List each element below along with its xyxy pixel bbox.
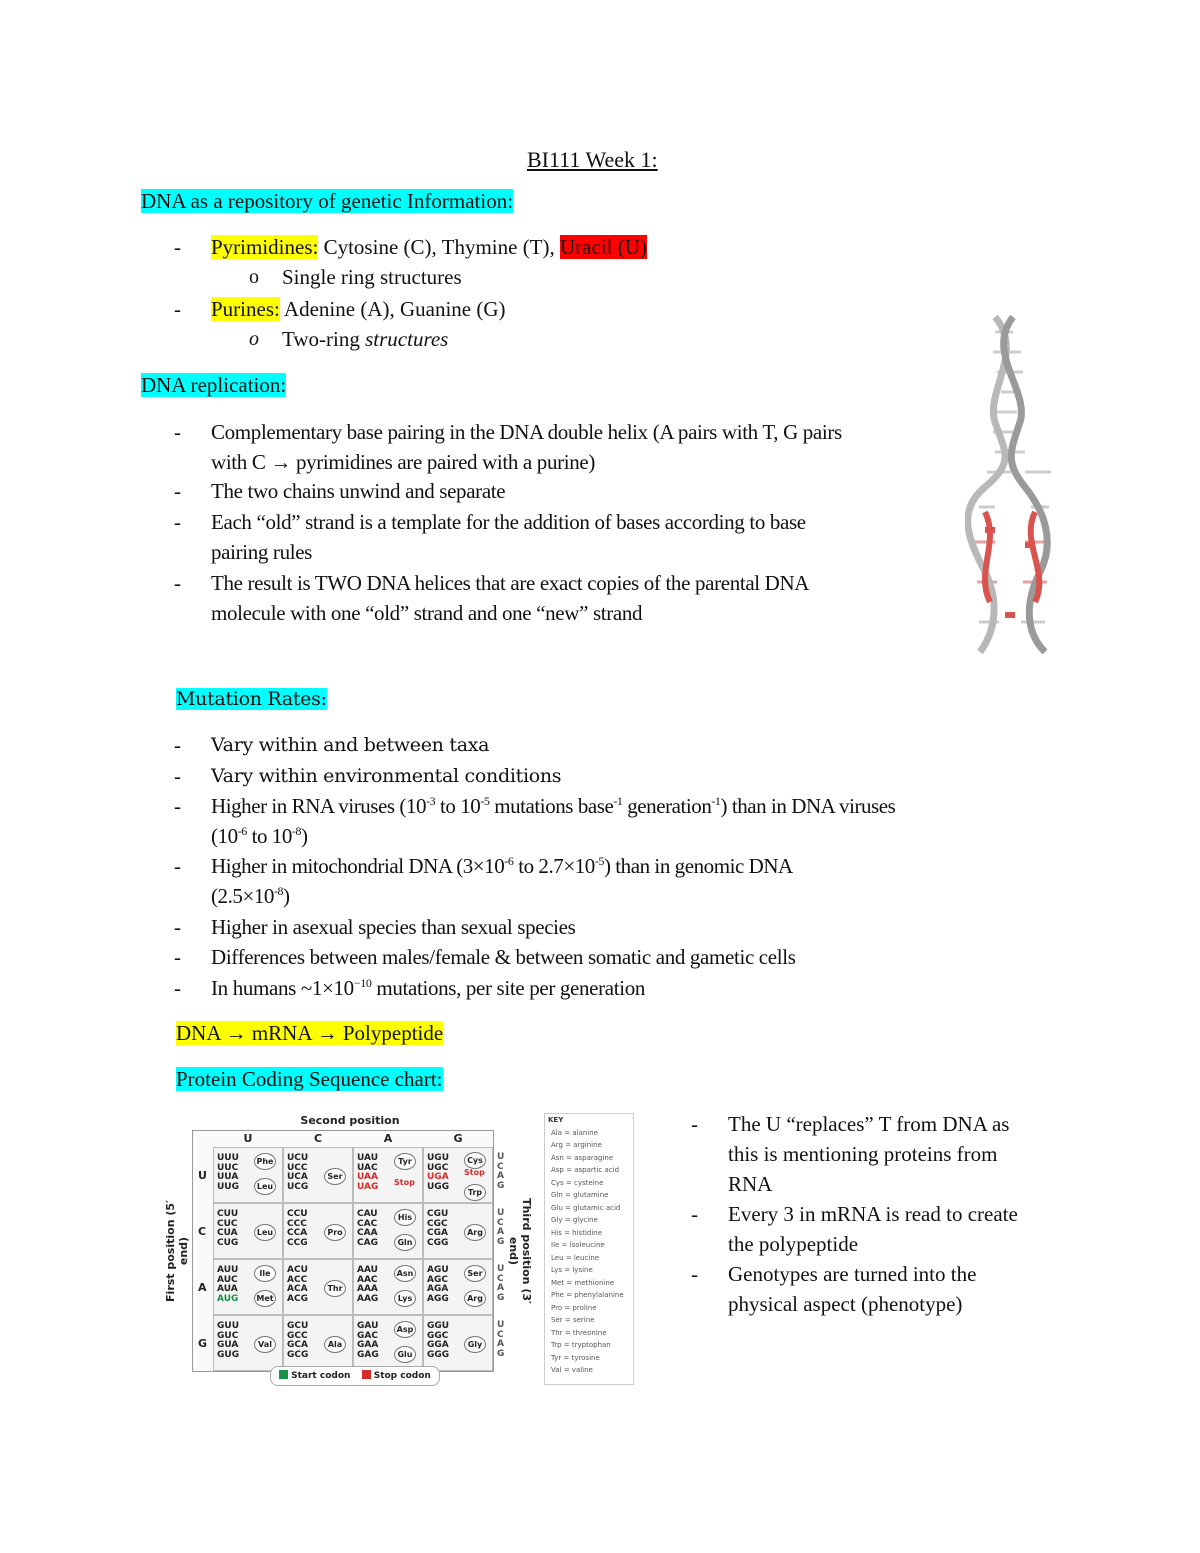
dna-replication-helix-illustration (965, 312, 1060, 654)
codon-cell (353, 1259, 423, 1315)
codon: AAU (357, 1265, 378, 1275)
codon: CGG (427, 1237, 449, 1248)
page-title: BI111 Week 1: (527, 147, 658, 172)
codon-cell (283, 1147, 353, 1203)
codon: AGU (427, 1265, 449, 1275)
codon-list (427, 1266, 449, 1304)
key-entry: Leu = leucine (551, 1253, 600, 1262)
codon: AGC (427, 1274, 448, 1285)
codon: GAU (357, 1321, 379, 1331)
codon: GGC (427, 1330, 449, 1341)
codon-list (427, 1322, 449, 1360)
codon: GCU (287, 1321, 309, 1331)
codon: UGC (427, 1162, 449, 1173)
codon: GCA (287, 1340, 308, 1350)
codon-list (287, 1154, 308, 1192)
codon: AUC (217, 1274, 238, 1285)
codon: UGA (427, 1172, 449, 1182)
codon: ACC (287, 1274, 308, 1285)
codon: AUA (217, 1284, 238, 1294)
first-position-label: First position (5′ end) (164, 1200, 190, 1302)
codon: GUC (217, 1330, 239, 1341)
first-base-label: U (198, 1169, 207, 1182)
second-base-header: G (453, 1132, 463, 1145)
amino-acid-badge: Thr (324, 1280, 346, 1297)
codon-list (287, 1266, 308, 1304)
codon: UCA (287, 1172, 308, 1182)
replication-bullet-3: Each “old” strand is a template for the addition of bases according to base pairing rules (211, 510, 806, 564)
third-base-labels: U C A G (497, 1208, 505, 1247)
mutation-bullet-2: Vary within environmental conditions (211, 765, 562, 787)
amino-acid-badge: Gly (464, 1336, 486, 1353)
key-entry: Glu = glutamic acid (551, 1203, 621, 1212)
codon: GUG (217, 1349, 240, 1360)
key-entry: Gln = glutamine (551, 1191, 609, 1199)
key-entry: Val = valine (551, 1366, 593, 1374)
codon-cell (423, 1203, 493, 1259)
chart-note-2: Every 3 in mRNA is read to create the polypeptide (728, 1202, 1018, 1256)
codon: CGU (427, 1209, 449, 1219)
section-heading-coding-chart: Protein Coding Sequence chart: (176, 1067, 443, 1091)
pyrimidines-line: Pyrimidines: Cytosine (C), Thymine (T), Uracil (U) (211, 235, 647, 259)
amino-acid-badge: Gln (394, 1234, 416, 1251)
section-heading-mutation-rates: Mutation Rates: (176, 688, 327, 710)
codon: GGA (427, 1340, 449, 1350)
bullet-dash: - (174, 915, 181, 939)
first-base-label: G (198, 1337, 208, 1350)
amino-acid-badge: Phe (254, 1153, 276, 1170)
replication-bullet-2: The two chains unwind and separate (211, 479, 506, 503)
codon: UCG (287, 1181, 309, 1192)
codon: UAG (357, 1181, 379, 1192)
key-entry: Phe = phenylalanine (551, 1291, 624, 1299)
codon: CAC (357, 1218, 378, 1229)
codon: CCC (287, 1218, 307, 1229)
codon: GAA (357, 1340, 379, 1350)
codon: GGU (427, 1321, 450, 1331)
codon: AUG (217, 1293, 239, 1304)
bullet-dash: - (174, 297, 181, 321)
amino-acid-badge: Ser (464, 1265, 486, 1282)
key-entry: Arg = arginine (551, 1141, 602, 1149)
codon-cell (213, 1315, 283, 1371)
bullet-dash: - (691, 1112, 698, 1136)
amino-acid-badge: Leu (254, 1178, 276, 1195)
chart-note-3: Genotypes are turned into the physical aspect (phenotype) (728, 1262, 977, 1316)
key-entry: Trp = tryptophan (551, 1341, 611, 1349)
codon: GAG (357, 1349, 379, 1360)
codon-cell (283, 1315, 353, 1371)
sub-bullet-marker: o (249, 266, 259, 288)
mutation-bullet-5: Higher in asexual species than sexual species (211, 915, 576, 939)
codon: UCU (287, 1153, 309, 1163)
third-base-labels: U C A G (497, 1152, 505, 1191)
key-list (545, 1127, 633, 1377)
key-entry: Tyr = tyrosine (551, 1353, 600, 1362)
codon: CAA (357, 1228, 378, 1238)
codon: CCG (287, 1237, 308, 1248)
key-entry: Ala = alanine (551, 1128, 598, 1137)
amino-acid-badge: His (394, 1209, 416, 1226)
codon-list (217, 1154, 239, 1192)
codon-cell (423, 1315, 493, 1371)
amino-acid-badge: Arg (464, 1290, 486, 1307)
codon: CUC (217, 1218, 238, 1229)
bullet-dash: - (174, 510, 181, 534)
key-entry: Gly = glycine (551, 1216, 598, 1224)
codon: CCA (287, 1228, 308, 1238)
mutation-bullet-4: Higher in mitochondrial DNA ($3\times 10^{-6}$ to $2.7\times 10^{-5}$) than in genomic DNA $(2.5\times 10^{-8})$ (211, 854, 793, 908)
codon: CAG (357, 1237, 378, 1248)
amino-acid-badge: Lys (394, 1290, 416, 1307)
codon: CUA (217, 1228, 238, 1238)
codon: AAG (357, 1293, 379, 1304)
mutation-bullet-6: Differences between males/female & between somatic and gametic cells (211, 945, 796, 969)
key-entry: Pro = proline (551, 1303, 597, 1312)
second-base-header: A (383, 1132, 393, 1145)
codon: AAA (357, 1284, 378, 1294)
amino-acid-badge: Ala (324, 1336, 346, 1353)
stop-codon-label: Stop codon (373, 1371, 431, 1381)
codon: AAC (357, 1274, 378, 1285)
codon-list (357, 1322, 379, 1360)
codon: CGC (427, 1218, 448, 1229)
codon: UUG (217, 1181, 240, 1192)
key-entry: Cys = cysteine (551, 1178, 604, 1187)
amino-acid-badge: Val (254, 1336, 276, 1353)
codon: AGA (427, 1284, 449, 1294)
amino-acid-badge: Cys (464, 1152, 486, 1169)
first-base-label: C (198, 1225, 207, 1238)
codon: AUU (217, 1265, 239, 1275)
mutation-bullet-7: In humans $\sim 1\times 10^{-10}$ mutations, per site per generation (211, 976, 645, 1000)
section-heading-dna-repository: DNA as a repository of genetic Information: (141, 189, 514, 213)
key-entry: Ile = isoleucine (551, 1241, 605, 1249)
codon: ACA (287, 1284, 308, 1294)
codon-table-figure (164, 1110, 533, 1390)
codon-cell (213, 1259, 283, 1315)
amino-acid-badge: Glu (394, 1346, 416, 1363)
bullet-dash: - (174, 479, 181, 503)
codon: GUA (217, 1340, 239, 1350)
central-dogma-flow: DNA → mRNA → Polypeptide (176, 1021, 444, 1045)
bullet-dash: - (174, 945, 181, 969)
key-entry: Met = methionine (551, 1278, 615, 1287)
codon-list (287, 1322, 308, 1360)
mutation-bullet-3: Higher in RNA viruses ($10^{-3}$ to $10^{-5}$ mutations base$^{-1}$ generation$^{-1}$) than in DNA viruses ($10^{-6}$ to $10^{-8}$) (211, 794, 896, 848)
amino-acid-badge: Asn (394, 1265, 416, 1282)
start-codon-label: Start codon (291, 1371, 351, 1381)
codon: GCG (287, 1349, 309, 1360)
codon-cell (423, 1147, 493, 1203)
third-base-labels: U C A G (497, 1264, 505, 1303)
bullet-dash: - (174, 420, 181, 444)
bullet-dash: - (174, 764, 181, 788)
second-base-header: U (243, 1132, 253, 1145)
key-entry: Asn = asparagine (551, 1153, 614, 1162)
bullet-dash: - (174, 733, 181, 757)
third-base-labels: U C A G (497, 1320, 505, 1359)
codon-cell (213, 1203, 283, 1259)
codon-list (357, 1154, 378, 1192)
sub-bullet-marker: o (249, 328, 259, 350)
pyrimidines-sub: Single ring structures (282, 265, 462, 289)
replication-bullet-1: Complementary base pairing in the DNA double helix (A pairs with T, G pairs with C → pyrimidines are paired with a purine) (211, 420, 842, 474)
amino-acid-badge: Ser (324, 1168, 346, 1185)
codon: AGG (427, 1293, 449, 1304)
codon-list (357, 1210, 378, 1248)
codon-cell (353, 1147, 423, 1203)
codon-list (427, 1210, 448, 1248)
bullet-dash: - (174, 571, 181, 595)
key-title: KEY (548, 1116, 564, 1124)
codon: CAU (357, 1209, 378, 1219)
amino-acid-badge: Asp (394, 1321, 416, 1338)
codon: CCU (287, 1209, 308, 1219)
second-base-header: C (313, 1132, 323, 1145)
amino-acid-badge: Pro (324, 1224, 346, 1241)
codon: ACU (287, 1265, 308, 1275)
bullet-dash: - (174, 794, 181, 818)
stop-label: Stop (464, 1168, 485, 1177)
amino-acid-key (544, 1113, 634, 1385)
amino-acid-badge: Ile (254, 1265, 276, 1282)
replication-bullet-4: The result is TWO DNA helices that are exact copies of the parental DNA molecule with one “old” strand and one “new” strand (211, 571, 810, 625)
codon-cell (353, 1315, 423, 1371)
amino-acid-badge: Tyr (394, 1153, 416, 1170)
codon-legend (270, 1366, 440, 1386)
codon: UAC (357, 1162, 378, 1173)
codon-cell (213, 1147, 283, 1203)
key-entry: Ser = serine (551, 1316, 595, 1324)
codon-grid (192, 1130, 505, 1372)
codon-cell (353, 1203, 423, 1259)
codon: CUG (217, 1237, 239, 1248)
codon: UAU (357, 1153, 379, 1163)
bullet-dash: - (691, 1262, 698, 1286)
amino-acid-badge: Trp (464, 1184, 486, 1201)
codon-list (287, 1210, 308, 1248)
codon-list (217, 1322, 239, 1360)
first-base-label: A (198, 1281, 207, 1294)
codon: GGG (427, 1349, 450, 1360)
bullet-dash: - (174, 854, 181, 878)
amino-acid-badge: Leu (254, 1224, 276, 1241)
bullet-dash: - (174, 976, 181, 1000)
key-entry: Thr = threonine (551, 1328, 607, 1337)
section-heading-dna-replication: DNA replication: (141, 373, 287, 397)
codon: UUU (217, 1153, 239, 1163)
mutation-bullet-1: Vary within and between taxa (211, 734, 490, 756)
codon: GUU (217, 1321, 240, 1331)
key-entry: Asp = aspartic acid (551, 1166, 620, 1174)
codon-list (217, 1266, 238, 1304)
codon: GCC (287, 1330, 308, 1341)
codon: GAC (357, 1330, 378, 1341)
codon-list (427, 1154, 449, 1192)
codon: CUU (217, 1209, 239, 1219)
bullet-dash: - (174, 235, 181, 259)
codon: UGU (427, 1153, 450, 1163)
stop-label: Stop (394, 1178, 415, 1187)
key-entry: His = histidine (551, 1228, 603, 1237)
codon-cell (283, 1259, 353, 1315)
codon-cell (283, 1203, 353, 1259)
codon: UAA (357, 1172, 378, 1182)
codon: UCC (287, 1162, 308, 1173)
codon: CGA (427, 1228, 448, 1238)
codon: UUA (217, 1172, 239, 1182)
start-codon-swatch (279, 1370, 288, 1379)
codon-list (357, 1266, 378, 1304)
chart-note-1: The U “replaces” T from DNA as this is mentioning proteins from RNA (728, 1112, 1010, 1196)
purines-sub: Two-ring structures (282, 327, 449, 351)
key-entry: Lys = lysine (551, 1266, 593, 1274)
codon: ACG (287, 1293, 308, 1304)
second-position-label: Second position (300, 1114, 400, 1127)
codon: UGG (427, 1181, 450, 1192)
amino-acid-badge: Arg (464, 1224, 486, 1241)
codon: UUC (217, 1162, 239, 1173)
codon-cell (423, 1259, 493, 1315)
codon-list (217, 1210, 238, 1248)
purines-line: Purines: Adenine (A), Guanine (G) (211, 297, 506, 321)
third-position-label: Third position (3′ end) (507, 1198, 533, 1304)
stop-codon-swatch (362, 1370, 371, 1379)
bullet-dash: - (691, 1202, 698, 1226)
amino-acid-badge: Met (254, 1290, 276, 1307)
